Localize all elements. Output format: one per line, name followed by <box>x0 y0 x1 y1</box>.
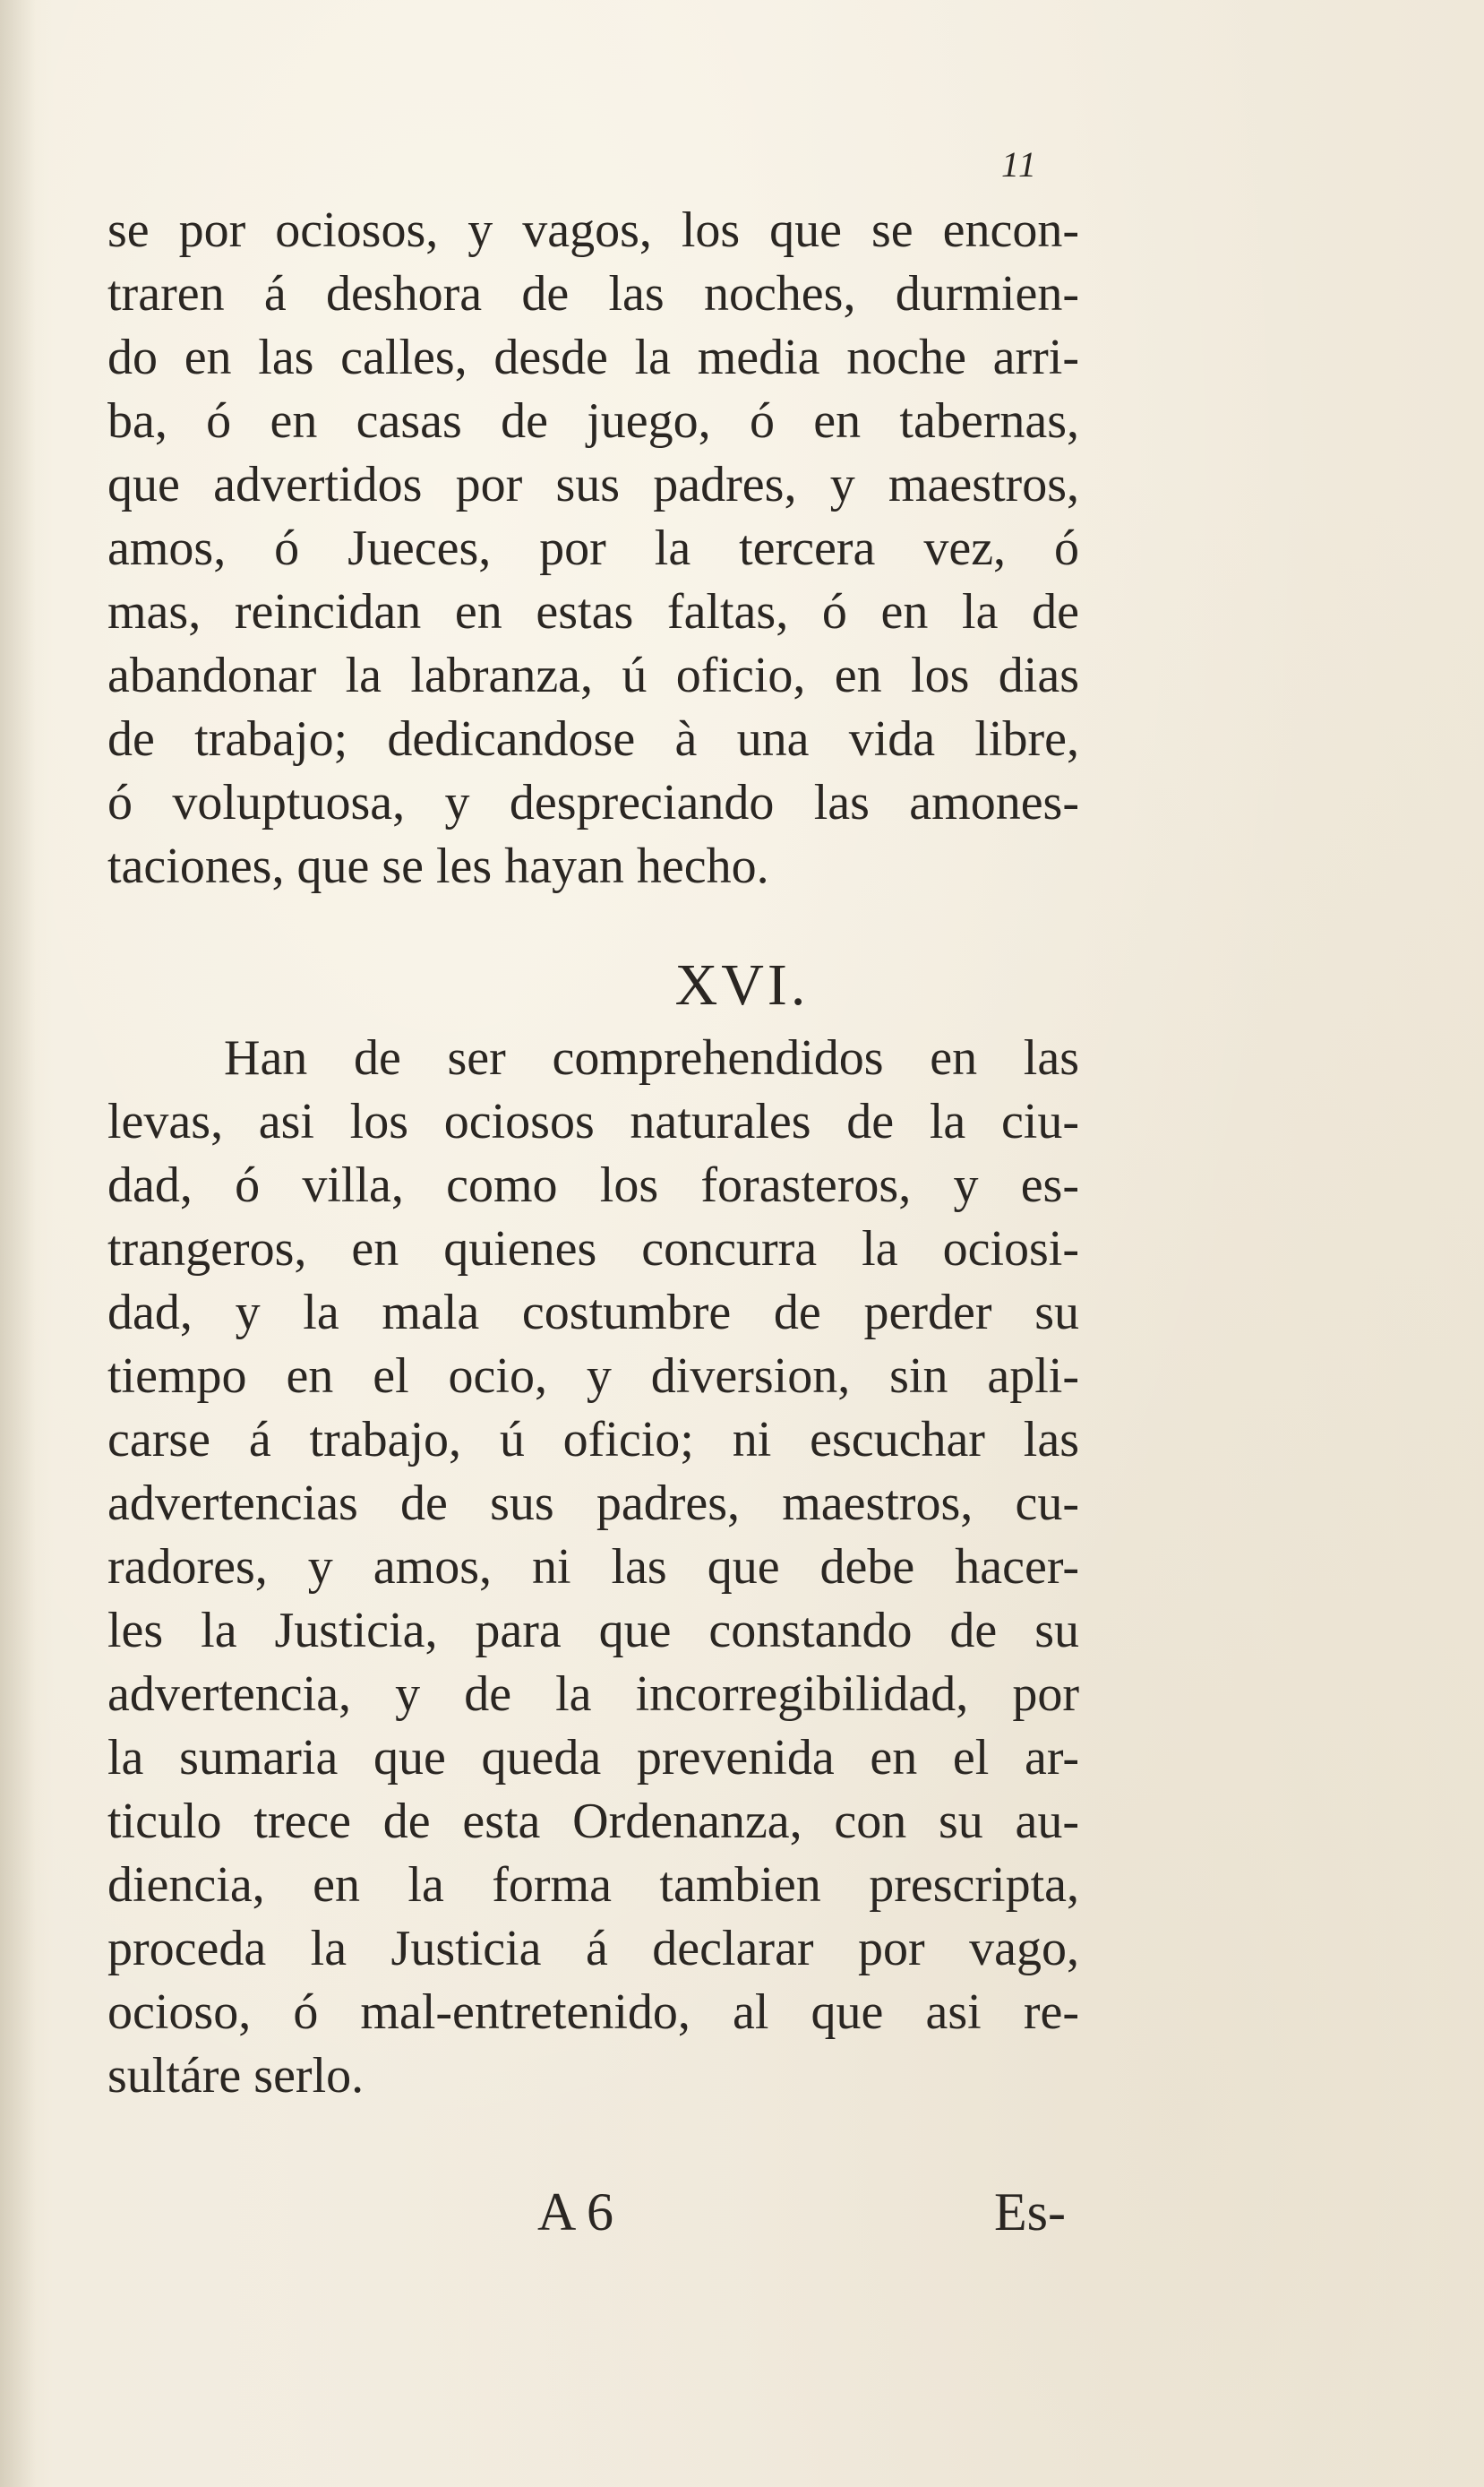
signature-mark: A 6 <box>537 2182 614 2242</box>
text-line: les la Justicia, para que constando de su <box>107 1603 1079 1658</box>
text-line: advertencias de sus padres, maestros, cu- <box>107 1476 1079 1531</box>
text-line: do en las calles, desde la media noche arri- <box>107 330 1079 385</box>
text-line: ticulo trece de esta Ordenanza, con su au- <box>107 1794 1079 1849</box>
paragraph-continued <box>107 199 1079 899</box>
page-number: 11 <box>1001 144 1039 185</box>
catchword: Es- <box>994 2182 1066 2242</box>
text-line: Han de ser comprehendidos en las <box>224 1030 1079 1086</box>
text-line: diencia, en la forma tambien prescripta, <box>107 1857 1079 1913</box>
text-line: mas, reincidan en estas faltas, ó en la de <box>107 584 1079 640</box>
text-line: taciones, que se les hayan hecho. <box>107 839 769 894</box>
text-line: ocioso, ó mal-entretenido, al que asi re- <box>107 1984 1079 2040</box>
text-line: traren á deshora de las noches, durmien- <box>107 266 1079 322</box>
text-line: ó voluptuosa, y despreciando las amones- <box>107 775 1079 830</box>
spine-shadow <box>0 0 36 2487</box>
text-line: amos, ó Jueces, por la tercera vez, ó <box>107 521 1079 576</box>
section-heading: XVI. <box>674 952 810 1018</box>
text-line: advertencia, y de la incorregibilidad, por <box>107 1666 1079 1722</box>
text-line: dad, ó villa, como los forasteros, y es- <box>107 1157 1079 1213</box>
text-line: abandonar la labranza, ú oficio, en los dias <box>107 648 1079 703</box>
text-line: sultáre serlo. <box>107 2048 365 2104</box>
text-line: levas, asi los ociosos naturales de la ciu- <box>107 1094 1079 1149</box>
text-line: proceda la Justicia á declarar por vago, <box>107 1921 1079 1976</box>
text-line: ba, ó en casas de juego, ó en tabernas, <box>107 393 1079 449</box>
text-line: trangeros, en quienes concurra la ociosi- <box>107 1221 1079 1277</box>
text-line: carse á trabajo, ú oficio; ni escuchar las <box>107 1412 1079 1467</box>
paragraph-article-xvi <box>107 1027 1079 2108</box>
text-line: se por ociosos, y vagos, los que se encon- <box>107 202 1079 258</box>
text-line: la sumaria que queda prevenida en el ar- <box>107 1730 1079 1786</box>
text-line: tiempo en el ocio, y diversion, sin apli- <box>107 1348 1079 1404</box>
text-line: radores, y amos, ni las que debe hacer- <box>107 1539 1079 1595</box>
text-line: de trabajo; dedicandose à una vida libre, <box>107 711 1079 767</box>
text-line: que advertidos por sus padres, y maestros, <box>107 457 1079 512</box>
text-line: dad, y la mala costumbre de perder su <box>107 1285 1079 1340</box>
